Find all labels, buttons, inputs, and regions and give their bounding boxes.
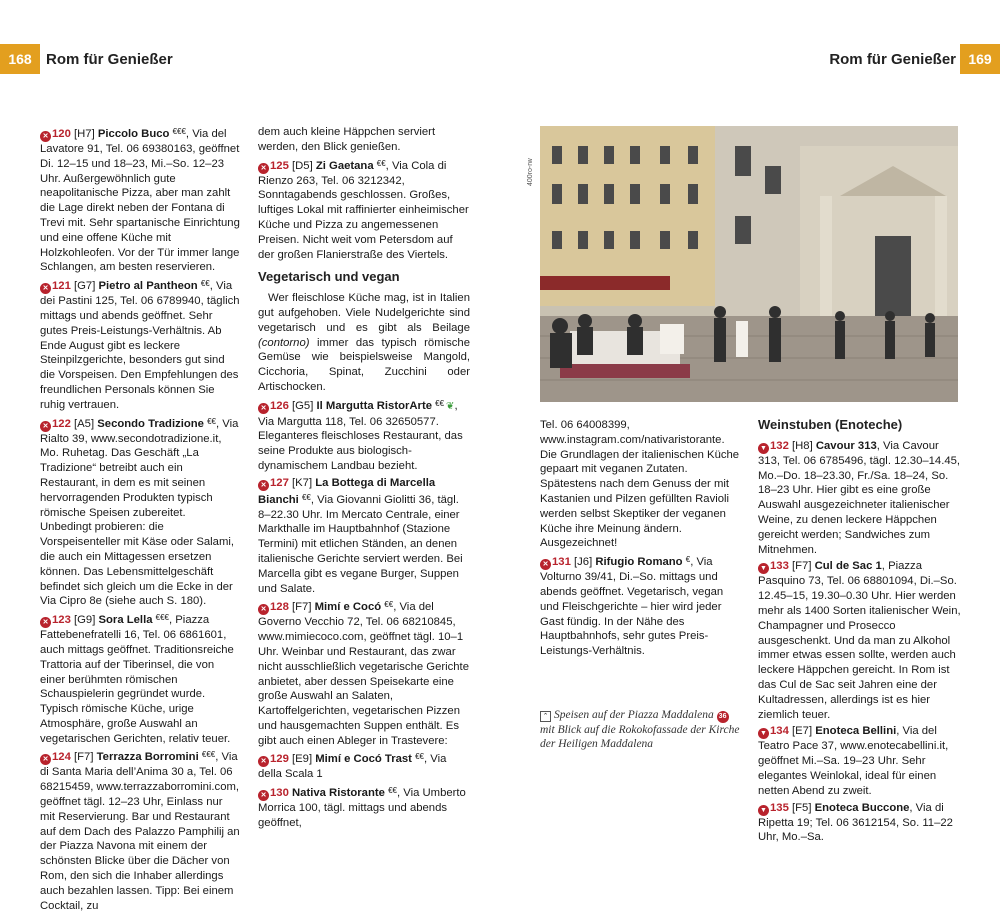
restaurant-marker-icon: ✕: [258, 163, 269, 174]
continued-text: dem auch kleine Häppchen serviert werden, den Blick genießen.: [258, 126, 436, 153]
right-running-head: Rom für Genießer: [829, 50, 956, 68]
listing-134: ▼ 134 [E7] Enoteca Bellini, Via del Teatro Pace 37, www.enotecabellini.it, geöffnet Mi.–Sa. 19–23 Uhr. Sehr elegantes Weinlokal, ideal für einen netten Abend zu zweit.: [758, 725, 949, 797]
left-page-column-1: [40, 125, 240, 915]
listing-127: ✕ 127 [K7] La Bottega di Marcella Bianchi €€, Via Giovanni Giolitti 36, tägl. 8–22.30 Uhr. Im Mercato Centrale, einer Markthalle im Hauptbahnhof (Stazione Termini) mit etlichen Ständen, an denen italienische Gerichte serviert werden. Bei Marcella gibt es vegane Burger, Suppen und Salate.: [258, 476, 463, 595]
photo-reference-icon: ⌃: [540, 711, 551, 722]
right-page-column-1: [540, 418, 742, 661]
listing-131: ✕ 131 [J6] Rifugio Romano €, Via Volturno 39/41, Di.–So. mittags und abends geöffnet. Vegetarisch, vegan und Fleischgerichte – hier wird jeder Gast fündig. In der Nähe des Hauptbahnhofs, sehr gutes Preis-Leistungs-Verhältnis.: [540, 555, 724, 658]
restaurant-marker-icon: ✕: [258, 403, 269, 414]
restaurant-marker-icon: ✕: [40, 754, 51, 765]
wine-bar-marker-icon: ▼: [758, 728, 769, 739]
restaurant-marker-icon: ✕: [258, 604, 269, 615]
listing-120: ✕ 120 [H7] Piccolo Buco €€€, Via del Lavatore 91, Tel. 06 69380163, geöffnet Di. 12–15 und 18–23, Mi.–So. 12–23 Uhr. Außergewöhnlich gute neapolitanische Pizza, aber man zahlt die Lage direkt neben der Fontana di Trevi mit. Sehr spartanische Einrichtung und eine offene Küche mit Holzkohleofen. Vor der Tür immer lange Schlangen, am besten reservieren.: [40, 127, 240, 274]
wine-bar-marker-icon: ▼: [758, 443, 769, 454]
right-page-column-2: [758, 418, 962, 847]
continued-text: Tel. 06 64008399, www.instagram.com/nativaristorante. Die Grundlagen der italienischen Küche gepaart mit veganen Zutaten. Spätestens nach dem Genuss der mit Kastanien und Pilzen gefüllten Ravioli werden selbst Skeptiker der veganen Küche ihre Meinung ändern. Ausgezeichnet!: [540, 419, 740, 550]
listing-135: ▼ 135 [F5] Enoteca Buccone, Via di Ripetta 19; Tel. 06 3612154, So. 11–22 Uhr, Mo.–Sa.: [758, 801, 953, 844]
section-heading-vegetarian: Vegetarisch und vegan: [258, 269, 400, 285]
restaurant-marker-icon: ✕: [40, 617, 51, 628]
left-page-number: 168: [0, 44, 40, 74]
map-badge: 36: [717, 711, 729, 723]
listing-124: ✕ 124 [F7] Terrazza Borromini €€€, Via di Santa Maria dell’Anima 30 a, Tel. 06 68215459, www.terrazzaborromini.com, geöffnet tägl. 12–23 Uhr, Einlass nur mit Reservierung. Bar und Restaurant auf dem Dach des Palazzo Pamphilij an der Piazza Navona mit einem der schönsten Blicke über die Dächer von Rom, den sich die Inhaber allerdings auch bezahlen lassen. Tipp: Bei einem Cocktail, zu: [40, 750, 240, 912]
piazza-maddalena-photo: [540, 126, 958, 402]
restaurant-marker-icon: ✕: [258, 756, 269, 767]
listing-128: ✕ 128 [F7] Mimí e Cocó €€, Via del Governo Vecchio 72, Tel. 06 68210845, www.mimiecoco.com, geöffnet tägl. 10–1 Uhr. Weinbar und Restaurant, das zwar nicht ausschließlich vegetarische Gerichte anbietet, aber dessen Speisekarte eine große Auswahl an Salaten, Kartoffelgerichten, vegetarischen Pizzen und hausgemachten Suppen enthält. Es gibt auch einen Ableger in Trastevere:: [258, 600, 469, 747]
wine-bar-marker-icon: ▼: [758, 563, 769, 574]
organic-leaf-icon: ❦: [446, 400, 455, 412]
listing-130: ✕ 130 Nativa Ristorante €€, Via Umberto Morrica 100, tägl. mittags und abends geöffnet,: [258, 786, 466, 830]
section-heading-wine-bars: Weinstuben (Enoteche): [758, 417, 903, 432]
restaurant-marker-icon: ✕: [40, 131, 51, 142]
vegetarian-intro: Wer fleischlose Küche mag, ist in Italien gut aufgehoben. Viele Nudelgerichte sind vegetarisch und es gibt als Beilage (contorno) immer das typisch römische Gemüse wie beispielsweise Mangold, Cicchoria, Spinat, Zucchini oder Artischocken.: [258, 292, 470, 393]
photo-illustration: [540, 126, 958, 402]
listing-132: ▼ 132 [H8] Cavour 313, Via Cavour 313, Tel. 06 6785496, tägl. 12.30–14.45, Mo.–Do. 18–23.30, Fr./Sa. 18–24, So. 18–23 Uhr. Hier gibt es eine große Auswahl ausgezeichneter italienischer Weine, zu denen leckere Häppchen gereicht werden; Sandwiches zum Mitnehmen.: [758, 439, 961, 556]
photo-credit: 400ro-rw: [527, 158, 534, 186]
restaurant-marker-icon: ✕: [540, 559, 551, 570]
restaurant-marker-icon: ✕: [258, 480, 269, 491]
restaurant-marker-icon: ✕: [40, 421, 51, 432]
wine-bar-marker-icon: ▼: [758, 805, 769, 816]
listing-123: ✕ 123 [G9] Sora Lella €€€, Piazza Fattebenefratelli 16, Tel. 06 6861601, auch mittags geöffnet. Traditionsreiche Trattoria auf der Tiberinsel, die von einer berühmten römischen Schauspielerin gegründet wurde. Typisch römische Küche, urige Atmosphäre, große Auswahl an vegetarischen Gerichten, relativ teuer.: [40, 613, 234, 745]
listing-125: ✕ 125 [D5] Zi Gaetana €€, Via Cola di Rienzo 263, Tel. 06 3212342, Sonntagabends geschlossen. Großes, luftiges Lokal mit raffinierter einheimischer Küche und Pizza zu angemessenen Preisen. Nicht weit vom Petersdom auf der großen Flanierstraße des Viertels.: [258, 158, 469, 261]
listing-129: ✕ 129 [E9] Mimí e Cocó Trast €€, Via della Scala 1: [258, 752, 447, 781]
right-page-number: 169: [960, 44, 1000, 74]
listing-126: ✕ 126 [G5] Il Margutta RistorArte €€ ❦, Via Margutta 118, Tel. 06 32650577. Eleganteres fleischloses Restaurant, das seine Produkte aus biologisch-dynamischem Landbau bezieht.: [258, 398, 463, 472]
photo-caption: ⌃ Speisen auf der Piazza Maddalena 36 mit Blick auf die Rokokofassade der Kirche der Heiligen Maddalena: [540, 709, 740, 750]
listing-122: ✕ 122 [A5] Secondo Tradizione €€, Via Rialto 39, www.secondotradizione.it, Mo. Ruhetag. Das Geschäft „La Tradizione“ betreibt auch ein Restaurant, in dem es mit seinen hervorragenden Produkten typisch römische Speisen zubereitet. Unbedingt probieren: die Vorspeisenteller mit Käse oder Salami, die auch ein Mittagessen ersetzen können. Das Lebensmittelgeschäft befindet sich gleich um die Ecke in der Via Cipro 8e (siehe auch S. 180).: [40, 416, 239, 608]
listing-133: ▼ 133 [F7] Cul de Sac 1, Piazza Pasquino 73, Tel. 06 68801094, Di.–So. 12.45–15, 19.30–0.30 Uhr. Hier werden mehr als 1400 Sorten italienischer Wein, Champagner und Prosecco ausgeschenkt. Und da man zu Alkohol immer etwas essen sollte, werden auch leckere Häppchen gereicht. In Rom ist das Cul de Sac seit Jahren eine der Kultadressen, allerdings ist es hier ziemlich teuer.: [758, 560, 961, 721]
restaurant-marker-icon: ✕: [40, 283, 51, 294]
left-running-head: Rom für Genießer: [46, 50, 173, 68]
left-page-column-2: [258, 125, 470, 833]
listing-121: ✕ 121 [G7] Pietro al Pantheon €€, Via dei Pastini 125, Tel. 06 6789940, täglich mittags und abends geöffnet. Sehr gutes Preis-Leistungs-Verhältnis. Ab Ende August gibt es leckere Steinpilzgerichte, besonders gut sind die Vorspeisen. Den Empfehlungen des freundlichen Personals können Sie ruhig vertrauen.: [40, 279, 240, 411]
restaurant-marker-icon: ✕: [258, 790, 269, 801]
